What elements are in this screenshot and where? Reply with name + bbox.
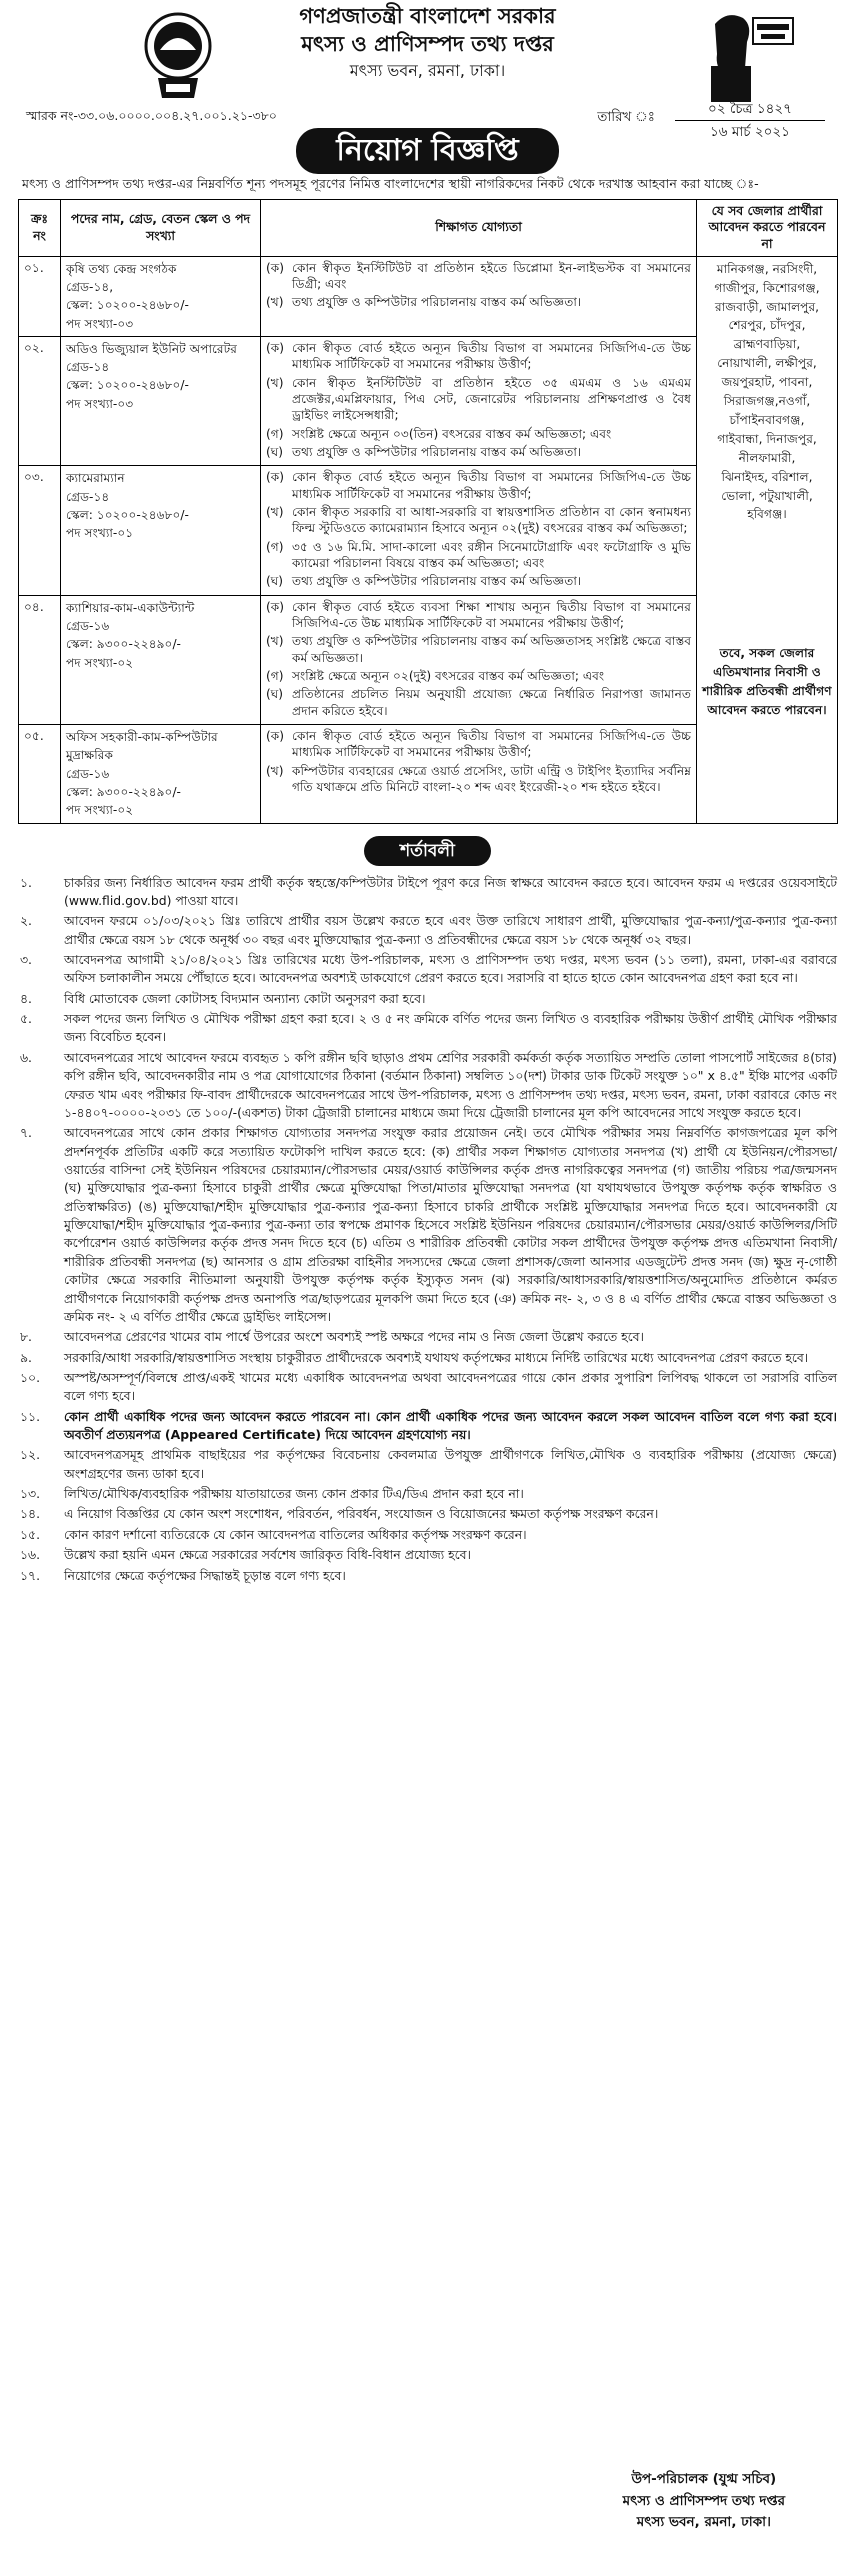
qualification-item xyxy=(266,668,691,684)
condition-number: ১০. xyxy=(20,1369,41,1385)
condition-number: ১১. xyxy=(20,1408,41,1424)
condition-text: আবেদন ফরমে ০১/০৩/২০২১ খ্রিঃ তারিখে প্রার্থীর বয়স উল্লেখ করতে হবে এবং উক্ত তারিখে সাধারণ প্রার্থী, মুক্তিযোদ্ধার পুত্র-কন্যা/পুত্র-কন্যার পুত্র-কন্যা প্রার্থীর ক্ষেত্রে বয়স ১৮ থেকে অনূর্ধ্ব ৩০ বছর এবং মুক্তিযোদ্ধার পুত্র-কন্যা ও প্রতিবন্ধীদের ক্ষেত্রে বয়স ১৮ থেকে অনূর্ধ্ব ৩২ বছর। xyxy=(64,913,837,947)
conditions-title-wrap xyxy=(18,836,837,866)
row-serial: ০২. xyxy=(19,336,61,465)
condition-text: সকল পদের জন্য লিখিত ও মৌখিক পরীক্ষা গ্রহণ করা হবে। ২ ও ৫ নং ক্রমিকে বর্ণিত পদের জন্য লিখিত ও ব্যবহারিক পরীক্ষায় উত্তীর্ণ প্রার্থীই মৌখিক পরীক্ষার জন্য বিবেচিত হবেন। xyxy=(64,1011,837,1045)
condition-number: ৭. xyxy=(20,1125,32,1141)
header-line-3: মৎস্য ভবন, রমনা, ঢাকা। xyxy=(349,61,506,81)
qualification-item xyxy=(266,539,691,572)
condition-item xyxy=(20,1485,837,1503)
condition-text: বিধি মোতাবেক জেলা কোটাসহ বিদ্যমান অন্যান্য কোটা অনুসরণ করা হবে। xyxy=(64,990,426,1006)
signature-block xyxy=(623,2469,785,2534)
conditions-list xyxy=(18,874,837,1585)
header-line-1: গণপ্রজাতন্ত্রী বাংলাদেশ সরকার xyxy=(299,4,556,28)
district-line: জয়পুরহাট, পাবনা, xyxy=(721,375,813,390)
condition-item xyxy=(20,1567,837,1585)
post-line: গ্রেড-১৬ xyxy=(66,619,110,633)
district-line: ব্রাহ্মণবাড়িয়া, xyxy=(733,337,801,352)
qualification-marker: (গ) xyxy=(266,669,284,684)
qualification-text: ৩৫ ও ১৬ মি.মি. সাদা-কালো এবং রঙ্গীন সিনেমাটোগ্রাফি এবং ফটোগ্রাফি ও মুভি ক্যামেরা পরিচালনা বিষয়ে বাস্তব কর্ম অভিজ্ঞতা; এবং xyxy=(292,539,691,571)
table-row xyxy=(19,256,838,336)
condition-number: ৩. xyxy=(20,952,32,968)
district-line: ঝিনাইদহ, বরিশাল, xyxy=(721,469,813,484)
district-line: মানিকগঞ্জ, নরসিংদী, xyxy=(716,261,818,276)
condition-number: ১. xyxy=(20,874,32,890)
qualification-marker: (ক) xyxy=(266,260,285,275)
district-line: শেরপুর, চাঁদপুর, xyxy=(728,318,806,333)
district-line: সিরাজগঞ্জ,নওগাঁ, xyxy=(723,394,811,409)
post-line: পদ সংখ্যা-০২ xyxy=(66,655,134,670)
condition-text: আবেদনপত্র আগামী ২১/০৪/২০২১ খ্রিঃ তারিখের মধ্যে উপ-পরিচালক, মৎস্য ও প্রাণিসম্পদ তথ্য দপ্তর, মৎস্য ভবন (১১ তলা), রমনা, ঢাকা-এর বরাবরে অফিস চলাকালীন সময়ে পৌঁছাতে হবে। আবেদনপত্র অবশ্যই ডাকযোগে প্রেরণ করতে হবে। সরাসরি বা হাতে হাতে কোন আবেদনপত্র গ্রহণ করা হবে না। xyxy=(64,952,837,986)
condition-item xyxy=(20,1505,837,1523)
qualification-marker: (খ) xyxy=(266,295,284,310)
header-line-2: মৎস্য ও প্রাণিসম্পদ তথ্য দপ্তর xyxy=(301,32,554,57)
condition-number: ১৩. xyxy=(20,1486,41,1502)
qualification-item xyxy=(266,633,691,666)
qualification-text: কম্পিউটার ব্যবহারের ক্ষেত্রে ওয়ার্ড প্রসেসিং, ডাটা এন্ট্রি ও টাইপিং ইত্যাদির সর্বনিম্ন গতি যথাক্রমে প্রতি মিনিটে বাংলা-২০ শব্দ এবং ইংরেজী-২০ শব্দ হইতে হইবে। xyxy=(292,763,691,795)
row-qualification xyxy=(261,595,697,724)
row-qualification xyxy=(261,466,697,595)
condition-item xyxy=(20,1446,837,1483)
qualification-text: কোন স্বীকৃত বোর্ড হইতে অন্যূন দ্বিতীয় বিভাগ বা সমমানের সিজিপিএ-তে উচ্চ মাধ্যমিক সার্টিফিকেট বা সমমানের পরীক্ষায় উত্তীর্ণ; xyxy=(292,729,691,760)
condition-number: ৮. xyxy=(20,1329,32,1345)
conditions-title: শর্তাবলী xyxy=(364,836,491,866)
condition-item xyxy=(20,1010,837,1047)
condition-number: ৪. xyxy=(20,990,32,1006)
qualification-marker: (ক) xyxy=(266,599,285,614)
intro-text: মৎস্য ও প্রাণিসম্পদ তথ্য দপ্তর-এর নিম্নবর্ণিত শূন্য পদসমূহ পূরণের নিমিত্ত বাংলাদেশের স্থায়ী নাগরিকদের নিকট থেকে দরখাস্ত আহবান করা যাচ্ছে ঃ- xyxy=(22,176,759,191)
condition-text: আবেদনপত্রের সাথে কোন প্রকার শিক্ষাগত যোগ্যতার সনদপত্র সংযুক্ত করার প্রয়োজন নেই। তবে মৌখিক পরীক্ষার সময় নিম্নবর্ণিত কাগজপত্রের মূল কপি প্রদর্শনপূর্বক প্রতিটির একটি করে সত্যায়িত ফটোকপি দাখিল করতে হবে: (ক) প্রার্থীর সকল শিক্ষাগত যোগ্যতার সনদপত্র (খ) প্রার্থী যে ইউনিয়ন/পৌরসভা/ওয়ার্ডের বাসিন্দা সেই ইউনিয়ন পরিষদের চেয়ারম্যান/পৌরসভার মেয়র/ওয়ার্ড কাউন্সিলর কর্তৃক প্রদত্ত নাগরিকত্বের সনদপত্র (গ) জাতীয় পরিচয় পত্র/জন্মসনদ (ঘ) মুক্তিযোদ্ধার পুত্র-কন্যা হিসাবে চাকুরী প্রার্থীর ক্ষেত্রে মুক্তিযোদ্ধা পিতা/মাতার মুক্তিযোদ্ধা সনদপত্র (যা যথাযথভাবে উপযুক্ত কর্তৃপক্ষ কর্তৃক স্বাক্ষরিত ও প্রতিস্বাক্ষরিত) (ঙ) মুক্তিযোদ্ধা/শহীদ মুক্তিযোদ্ধার পুত্র-কন্যার পুত্র-কন্যা হিসাবে চাকরি প্রার্থীকে সংশ্লিষ্ট মুক্তিযোদ্ধার সনদপত্র দিতে হবে। আবেদনকারী যে মুক্তিযোদ্ধা/শহীদ মুক্তিযোদ্ধার পুত্র-কন্যার পুত্র-কন্যা তার স্বপক্ষে প্রমাণক হিসেবে সংশ্লিষ্ট ইউনিয়ন পরিষদের চেয়ারম্যান/পৌরসভার মেয়র/ওয়ার্ড কাউন্সিলর/সিটি কর্পোরেশন ওয়ার্ড কাউন্সিলর কর্তৃক প্রদত্ত সনদ দিতে হবে (চ) এতিম ও শারীরিক প্রতিবন্ধী কোটার সকল প্রার্থীদের উপযুক্ত কর্তৃপক্ষ প্রদত্ত এতিমখানা নিবাসী/শারীরিক প্রতিবন্ধী সনদপত্র (ছ) আনসার ও গ্রাম প্রতিরক্ষা বাহিনীর সদস্যদের ক্ষেত্রে জেলা প্রশাসক/জেলা আনসার এডজুটেন্ট প্রদত্ত সনদ (জ) ক্ষুদ্র নৃ-গোষ্ঠী কোটার ক্ষেত্রে সরকারি নীতিমালা অনুযায়ী উপযুক্ত কর্তৃপক্ষ কর্তৃক ইস্যুকৃত সনদ (ঝ) সরকারি/আধাসরকারি/স্বায়ত্তশাসিত/অনুমোদিত প্রতিষ্ঠানে কর্মরত প্রার্থীগণকে নিয়োগকারী কর্তৃপক্ষ প্রদত্ত অনাপত্তি পত্র/ছাড়পত্রের মূলকপি জমা দিতে হবে (ঞ) ক্রমিক নং- ২, ৩ ও ৪ এ বর্ণিত প্রার্থীর ক্ষেত্রে বাস্তব অভিজ্ঞতা ও ক্রমিক নং- ২ এ বর্ণিত প্রার্থীর ক্ষেত্রে ড্রাইভিং লাইসেন্স। xyxy=(64,1125,837,1324)
district-line: হবিগঞ্জ। xyxy=(747,507,787,522)
qualification-marker: (গ) xyxy=(266,539,284,554)
condition-text: উল্লেখ করা হয়নি এমন ক্ষেত্রে সরকারের সর্বশেষ জারিকৃত বিধি-বিধান প্রযোজ্য হবে। xyxy=(64,1547,471,1563)
condition-number: ১৫. xyxy=(20,1526,41,1542)
condition-item xyxy=(20,990,837,1008)
condition-item xyxy=(20,1546,837,1564)
qualification-marker: (ঘ) xyxy=(266,687,284,702)
post-line: গ্রেড-১৪, xyxy=(66,280,114,294)
condition-item xyxy=(20,951,837,988)
qualification-text: তথ্য প্রযুক্তি ও কম্পিউটার পরিচালনায় বাস্তব কর্ম অভিজ্ঞতা। xyxy=(292,444,582,459)
header-serial: ক্রঃ নং xyxy=(19,199,61,256)
condition-item xyxy=(20,874,837,911)
vacancy-table xyxy=(18,199,838,824)
post-line: গ্রেড-১৬ xyxy=(66,766,110,781)
qualification-item xyxy=(266,375,691,424)
qualification-marker: (ঘ) xyxy=(266,444,284,459)
date-english: ১৬ মার্চ ২০২১ xyxy=(710,124,790,141)
qualification-marker: (ক) xyxy=(266,729,285,744)
condition-item xyxy=(20,1408,837,1445)
row-post xyxy=(61,256,261,336)
row-serial: ০৪. xyxy=(19,595,61,724)
row-post xyxy=(61,466,261,595)
district-exception-note: তবে, সকল জেলার এতিমখানার নিবাসী ও শারীরিক প্রতিবন্ধী প্রার্থীগণ আবেদন করতে পারবেন। xyxy=(702,646,832,718)
post-line: গ্রেড-১৪ xyxy=(66,360,110,375)
condition-item xyxy=(20,1526,837,1544)
condition-item xyxy=(20,1328,837,1346)
post-line: গ্রেড-১৪ xyxy=(66,489,110,504)
condition-number: ১৬. xyxy=(20,1547,41,1563)
header-post: পদের নাম, গ্রেড, বেতন স্কেল ও পদ সংখ্যা xyxy=(61,199,261,256)
district-line: ভোলা, পটুয়াখালী, xyxy=(721,488,813,503)
banner-wrap xyxy=(18,128,837,174)
qualification-item xyxy=(266,573,691,589)
qualification-marker: (গ) xyxy=(266,426,284,441)
qualification-item xyxy=(266,469,691,502)
post-line: পদ সংখ্যা-০৩ xyxy=(66,316,134,331)
qualification-text: তথ্য প্রযুক্তি ও কম্পিউটার পরিচালনায় বাস্তব কর্ম অভিজ্ঞতা। xyxy=(292,295,582,310)
qualification-text: কোন স্বীকৃত বোর্ড হইতে অন্যূন দ্বিতীয় বিভাগ বা সমমানের সিজিপিএ-তে উচ্চ মাধ্যমিক সার্টিফিকেট বা সমমানের পরীক্ষায় উত্তীর্ণ; xyxy=(292,340,691,372)
condition-text: আবেদনপত্রসমূহ প্রাথমিক বাছাইয়ের পর কর্তৃপক্ষের বিবেচনায় কেবলমাত্র উপযুক্ত প্রার্থীগণকে লিখিত,মৌখিক ও ব্যবহারিক পরীক্ষায় (প্রযোজ্য ক্ষেত্রে) অংশগ্রহণের জন্য ডাকা হবে। xyxy=(64,1447,837,1481)
notice-header xyxy=(18,0,837,170)
post-line: অফিস সহকারী-কাম-কম্পিউটার মুদ্রাক্ষরিক xyxy=(66,730,218,763)
condition-item xyxy=(20,1049,837,1122)
qualification-text: প্রতিষ্ঠানের প্রচলিত নিয়ম অনুযায়ী প্রযোজ্য ক্ষেত্রে নির্ধারিত নিরাপত্তা জামানত প্রদান করিতে হইবে। xyxy=(292,687,691,718)
qualification-item xyxy=(266,294,691,310)
post-line: স্কেল: ৯৩০০-২২৪৯০/- xyxy=(66,785,181,799)
qualification-text: কোন স্বীকৃত বোর্ড হইতে অন্যূন দ্বিতীয় বিভাগ বা সমমানের সিজিপিএ-তে উচ্চ মাধ্যমিক সার্টিফিকেট বা সমমানের পরীক্ষায় উত্তীর্ণ; xyxy=(292,470,691,501)
condition-text: আবেদনপত্র প্রেরণের খামের বাম পার্শ্বে উপরের অংশে অবশ্যই স্পষ্ট অক্ষরে পদের নাম ও নিজ জেলা উল্লেখ করতে হবে। xyxy=(64,1329,644,1345)
condition-number: ৫. xyxy=(20,1011,32,1027)
condition-item xyxy=(20,1369,837,1406)
row-qualification xyxy=(261,725,697,823)
post-line: পদ সংখ্যা-০৩ xyxy=(66,396,134,411)
condition-text: আবেদনপত্রের সাথে আবেদন ফরমে ব্যবহৃত ১ কপি রঙ্গীন ছবি ছাড়াও প্রথম শ্রেণির সরকারী কর্মকর্তা কর্তৃক সত্যায়িত সম্প্রতি তোলা পাসপোর্ট সাইজের ৪(চার) কপি রঙ্গীন ছবি, আবেদনকারীর নাম ও পত্র যোগাযোগের ঠিকানা (বর্তমান ঠিকানা) সম্বলিত ১০(দশ) টাকার ডাক টিকেট সংযুক্ত ১০" x ৪.৫" ইঞ্চি মাপের একটি ফেরত খাম এবং পরীক্ষার ফি-বাবদ প্রার্থীদেরকে আবেদনপত্রের সাথে উপ-পরিচালক, মৎস্য ও প্রাণিসম্পদ তথ্য দপ্তর, মৎস্য ভবন, রমনা, ঢাকা বরাবরে কোড নং ১-৪৪০৭-০০০০-২০৩১ তে ১০০/-(একশত) টাকা ট্রেজারী চালানের মাধ্যমে জমা দিয়ে ট্রেজারী চালানের মূল কপি আবেদনের সাথে সংযুক্ত করতে হবে। xyxy=(64,1049,837,1120)
qualification-item xyxy=(266,260,691,293)
date-label: তারিখ ঃ xyxy=(597,109,655,125)
condition-number: ৯. xyxy=(20,1349,32,1365)
condition-item xyxy=(20,912,837,949)
signature-office: মৎস্য ও প্রাণিসম্পদ তথ্য দপ্তর xyxy=(622,2492,785,2509)
row-qualification xyxy=(261,336,697,465)
row-serial: ০৩. xyxy=(19,466,61,595)
qualification-item xyxy=(266,599,691,632)
post-line: কৃষি তথ্য কেন্দ্র সংগঠক xyxy=(66,261,177,276)
row-qualification xyxy=(261,256,697,336)
qualification-marker: (খ) xyxy=(266,504,284,519)
condition-text: নিয়োগের ক্ষেত্রে কর্তৃপক্ষের সিদ্ধান্তই চূড়ান্ত বলে গণ্য হবে। xyxy=(64,1567,346,1583)
qualification-text: সংশ্লিষ্ট ক্ষেত্রে অন্যূন ০২(দুই) বৎসরের বাস্তব কর্ম অভিজ্ঞতা; এবং xyxy=(292,669,605,684)
date-bangla: ০২ চৈত্র ১৪২৭ xyxy=(675,100,825,121)
condition-number: ১২. xyxy=(20,1447,41,1463)
condition-number: ১৪. xyxy=(20,1506,41,1522)
district-line: নোয়াখালী, লক্ষীপুর, xyxy=(717,356,817,371)
qualification-marker: (খ) xyxy=(266,375,284,390)
header-qualification: শিক্ষাগত যোগ্যতা xyxy=(261,199,697,256)
post-line: স্কেল: ৯৩০০-২২৪৯০/- xyxy=(66,637,181,652)
condition-text: এ নিয়োগ বিজ্ঞপ্তির যে কোন অংশ সংশোধন, পরিবর্তন, পরিবর্ধন, সংযোজন ও বিয়োজনের ক্ষমতা কর্তৃপক্ষ সংরক্ষণ করেন। xyxy=(64,1506,659,1522)
qualification-text: কোন স্বীকৃত ইনস্টিটিউট বা প্রতিষ্ঠান হইতে ডিপ্লোমা ইন-লাইভস্টক বা সমমানের ডিগ্রী; এবং xyxy=(292,260,691,292)
condition-text: সরকারি/আধা সরকারি/স্বায়ত্তশাসিত সংস্থায় চাকুরীরত প্রার্থীদেরকে অবশ্যই যথাযথ কর্তৃপক্ষের মাধ্যমে নির্দিষ্ট তারিখের মধ্যে আবেদনপত্র প্রেরণ করতে হবে। xyxy=(64,1349,809,1365)
qualification-item xyxy=(266,504,691,537)
post-line: পদ সংখ্যা-০১ xyxy=(66,526,134,541)
district-line: গাজীপুর, কিশোরগঞ্জ, xyxy=(714,280,820,295)
table-header-row xyxy=(19,199,838,256)
row-post xyxy=(61,595,261,724)
district-line: গাইবান্ধা, দিনাজপুর, xyxy=(717,431,817,446)
condition-number: ১৭. xyxy=(20,1567,41,1583)
qualification-text: তথ্য প্রযুক্তি ও কম্পিউটার পরিচালনায় বাস্তব কর্ম অভিজ্ঞতা। xyxy=(292,574,582,589)
condition-text: অস্পষ্ট/অসম্পূর্ণ/বিলম্বে প্রাপ্ত/একই খামের মধ্যে একাধিক আবেদনপত্র অথবা আবেদনপত্রের গায়ে কোন প্রকার সুপারিশ লিপিবদ্ধ থাকলে তা সরাসরি বাতিল বলে গণ্য হবে। xyxy=(64,1369,837,1404)
qualification-item xyxy=(266,763,691,796)
row-serial: ০১. xyxy=(19,256,61,336)
condition-number: ২. xyxy=(20,913,32,929)
signature-designation: উপ-পরিচালক (যুগ্ম সচিব) xyxy=(631,2471,777,2488)
qualification-marker: (খ) xyxy=(266,763,284,778)
qualification-marker: (ক) xyxy=(266,470,285,485)
row-post xyxy=(61,725,261,823)
excluded-districts xyxy=(697,256,838,823)
condition-item xyxy=(20,1124,837,1326)
post-line: স্কেল: ১০২০০-২৪৬৮০/- xyxy=(66,507,189,522)
qualification-item xyxy=(266,686,691,719)
post-line: ক্যামেরাম্যান xyxy=(66,471,125,486)
qualification-item xyxy=(266,444,691,460)
header-districts: যে সব জেলার প্রার্থীরা আবেদন করতে পারবেন না xyxy=(697,199,838,256)
notice-title-banner: নিয়োগ বিজ্ঞপ্তি xyxy=(296,128,558,174)
condition-text: চাকরির জন্য নির্ধারিত আবেদন ফরম প্রার্থী কর্তৃক স্বহস্তে/কম্পিউটার টাইপে পূরণ করে নিজ স্বাক্ষরে আবেদন করতে হবে। আবেদন ফরম এ দপ্তরের ওয়েবসাইটে (www.flid.gov.bd) পাওয়া যাবে। xyxy=(64,874,837,908)
condition-text: লিখিত/মৌখিক/ব্যবহারিক পরীক্ষায় যাতায়াতের জন্য কোন প্রকার টিএ/ডিএ প্রদান করা হবে না। xyxy=(64,1486,524,1502)
qualification-text: তথ্য প্রযুক্তি ও কম্পিউটার পরিচালনায় বাস্তব কর্ম অভিজ্ঞতাসহ সংশ্লিষ্ট ক্ষেত্রে বাস্তব কর্ম অভিজ্ঞতা। xyxy=(292,634,691,665)
mujib-borsho-logo-icon xyxy=(687,6,797,106)
qualification-marker: (ঘ) xyxy=(266,574,284,589)
condition-number: ৬. xyxy=(20,1049,32,1065)
qualification-item xyxy=(266,728,691,761)
condition-item xyxy=(20,1349,837,1367)
row-serial: ০৫. xyxy=(19,725,61,823)
qualification-item xyxy=(266,340,691,373)
condition-text: কোন কারণ দর্শানো ব্যতিরেকে যে কোন আবেদনপত্র বাতিলের অধিকার কর্তৃপক্ষ সংরক্ষণ করেন। xyxy=(64,1526,527,1542)
qualification-text: কোন স্বীকৃত সরকারি বা আধা-সরকারি বা স্বায়ত্তশাসিত প্রতিষ্ঠান বা কোন স্বনামধন্য ফিল্ম স্টুডিওতে ক্যামেরাম্যান হিসাবে অন্যূন ০২(দুই) বৎসরের বাস্তব কর্ম অভিজ্ঞতা; xyxy=(292,504,691,536)
qualification-marker: (ক) xyxy=(266,340,285,355)
post-line: স্কেল: ১০২০০-২৪৬৮০/- xyxy=(66,378,189,393)
post-line: পদ সংখ্যা-০২ xyxy=(66,803,134,818)
signature-address: মৎস্য ভবন, রমনা, ঢাকা। xyxy=(636,2514,771,2531)
qualification-text: সংশ্লিষ্ট ক্ষেত্রে অন্যূন ০৩(তিন) বৎসরের বাস্তব কর্ম অভিজ্ঞতা; এবং xyxy=(292,426,612,441)
post-line: ক্যাশিয়ার-কাম-একাউন্ট্যান্ট xyxy=(66,600,195,615)
qualification-text: কোন স্বীকৃত ইনস্টিটিউট বা প্রতিষ্ঠান হইতে ৩৫ এমএম ও ১৬ এমএম প্রজেক্টর,এমপ্লিফায়ার, পিএ সেট, জেনারেটর পরিচালনায় প্রশিক্ষণপ্রাপ্ত ও বৈধ ড্রাইভিং লাইসেন্সধারী; xyxy=(292,375,691,423)
district-line: নীলফামারী, xyxy=(738,450,796,465)
row-post xyxy=(61,336,261,465)
post-line: অডিও ভিজ্যুয়াল ইউনিট অপারেটর xyxy=(66,341,237,356)
qualification-marker: (খ) xyxy=(266,634,284,649)
memo-number: স্মারক নং-৩৩.০৬.০০০০.০০৪.২৭.০০১.২১-৩৮০ xyxy=(26,108,277,123)
qualification-item xyxy=(266,426,691,442)
post-line: স্কেল: ১০২০০-২৪৬৮০/- xyxy=(66,298,189,313)
district-line: চাঁপাইনবাবগঞ্জ, xyxy=(729,412,805,427)
district-line: রাজবাড়ী, জামালপুর, xyxy=(714,299,820,314)
qualification-text: কোন স্বীকৃত বোর্ড হইতে ব্যবসা শিক্ষা শাখায় অন্যূন দ্বিতীয় বিভাগ বা সমমানের সিজিপিএ-তে উচ্চ মাধ্যমিক সার্টিফিকেট বা সমমানের পরীক্ষায় উত্তীর্ণ; xyxy=(292,599,691,631)
condition-text: কোন প্রার্থী একাধিক পদের জন্য আবেদন করতে পারবেন না। কোন প্রার্থী একাধিক পদের জন্য আবেদন করলে সকল আবেদন বাতিল বলে গণ্য করা হবে। অবতীর্ণ প্রত্যয়নপত্র (Appeared Certificate) দিয়ে আবেদন গ্রহণযোগ্য নয়। xyxy=(64,1408,837,1443)
